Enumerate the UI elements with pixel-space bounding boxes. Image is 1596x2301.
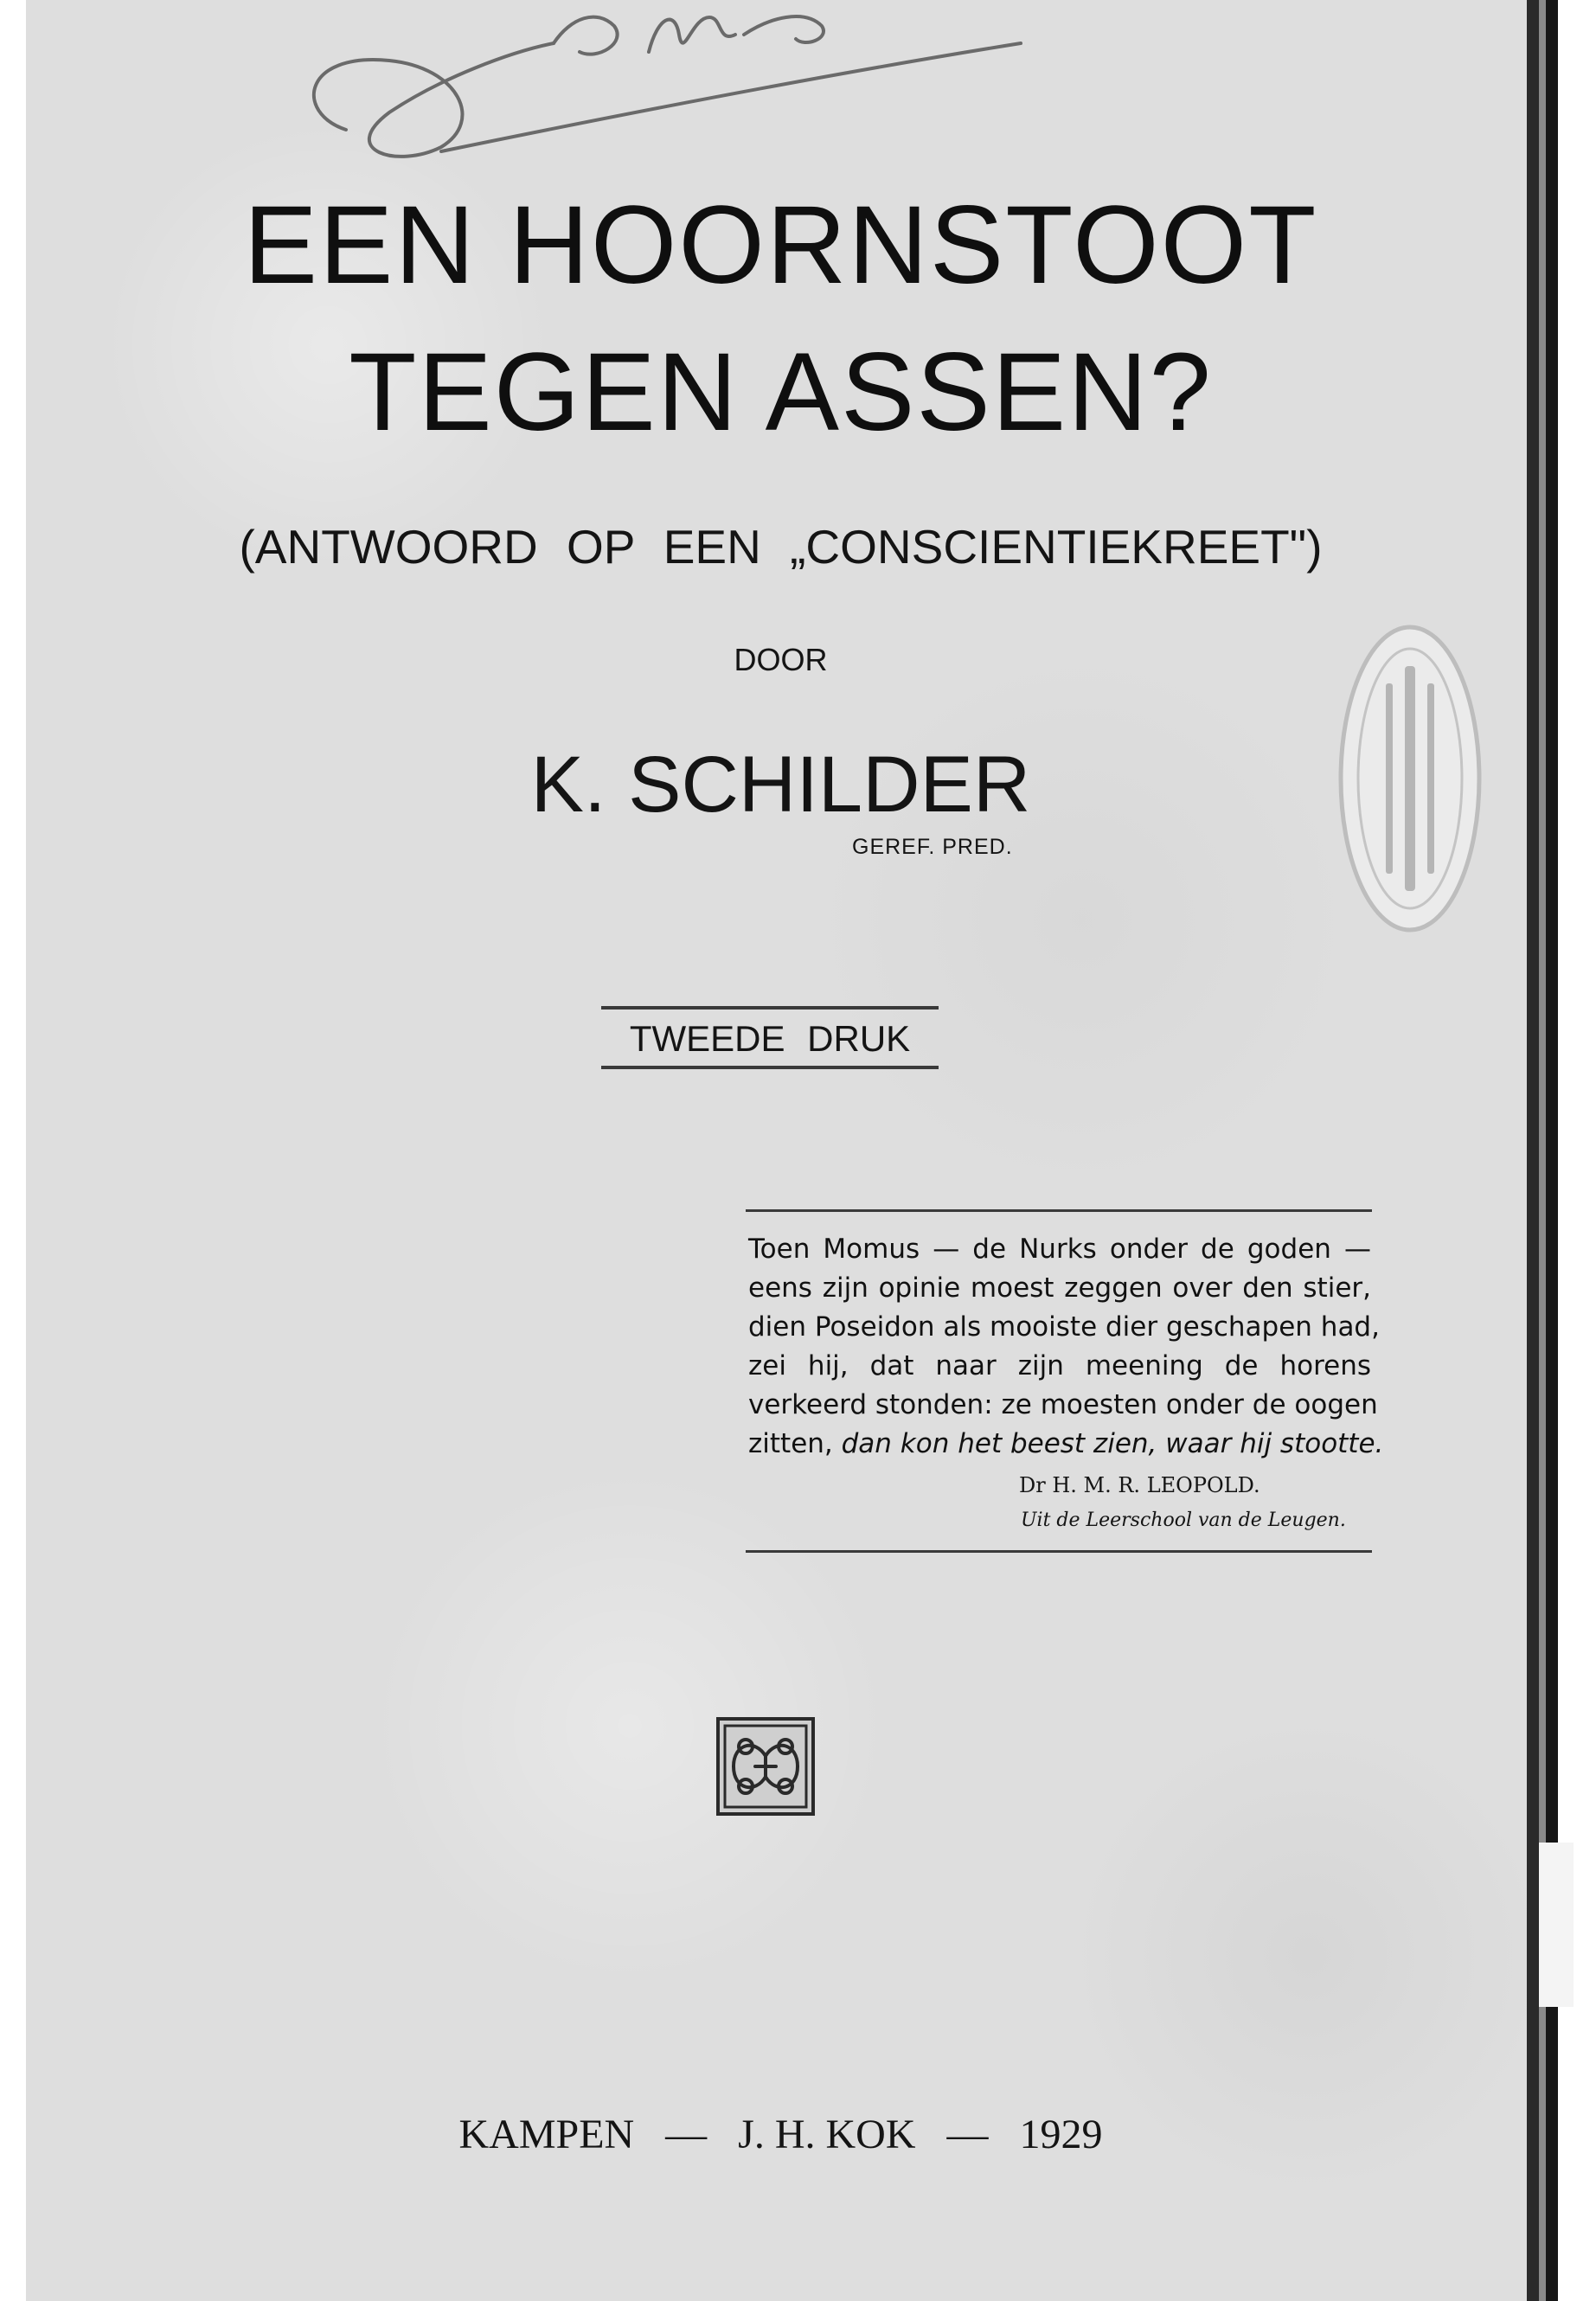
book-spine-gap [1539,1843,1574,2007]
imprint-publisher: J. H. KOK [738,2112,916,2157]
imprint-dash: — [665,2112,708,2157]
library-stamp [1332,614,1488,943]
epigraph-line-italic: dan kon het beest zien, waar hij stootte. [841,1428,1384,1459]
author-role: GEREF. PRED. [852,835,1013,859]
subtitle: (ANTWOORD OP EEN „CONSCIENTIEKREET") [239,520,1323,574]
title-line-1: EEN HOORNSTOOT [243,183,1318,307]
epigraph-line: zei hij, dat naar zijn meening de horens [748,1350,1371,1381]
handwritten-signature [285,0,1047,173]
epigraph [748,1230,1384,1464]
epigraph-line-plain: zitten, [748,1428,842,1459]
edition-top-rule [601,1006,939,1009]
epigraph-source: Uit de Leerschool van de Leugen. [1021,1509,1346,1531]
edition-bottom-rule [601,1066,939,1069]
title-line-2: TEGEN ASSEN? [349,330,1213,454]
epigraph-line: eens zijn opinie moest zeggen over den stier, [748,1272,1371,1304]
epigraph-line [748,1425,1384,1464]
epigraph-line: Toen Momus — de Nurks onder de goden — [748,1234,1371,1265]
edition-label: TWEEDE DRUK [629,1018,911,1059]
author-name: K. SCHILDER [530,740,1031,829]
imprint-dash: — [946,2112,989,2157]
epigraph-author: Dr H. M. R. LEOPOLD. [1019,1473,1260,1497]
by-label: DOOR [734,642,828,677]
imprint-year: 1929 [1019,2112,1103,2157]
imprint-city: KAMPEN [458,2112,635,2157]
epigraph-top-rule [746,1209,1372,1212]
printer-ornament-icon [716,1717,815,1816]
imprint [26,2111,1535,2158]
epigraph-line: dien Poseidon als mooiste dier geschapen had, [748,1311,1380,1343]
epigraph-line: verkeerd stonden: ze moesten onder de oogen [748,1389,1378,1420]
epigraph-bottom-rule [746,1550,1372,1553]
